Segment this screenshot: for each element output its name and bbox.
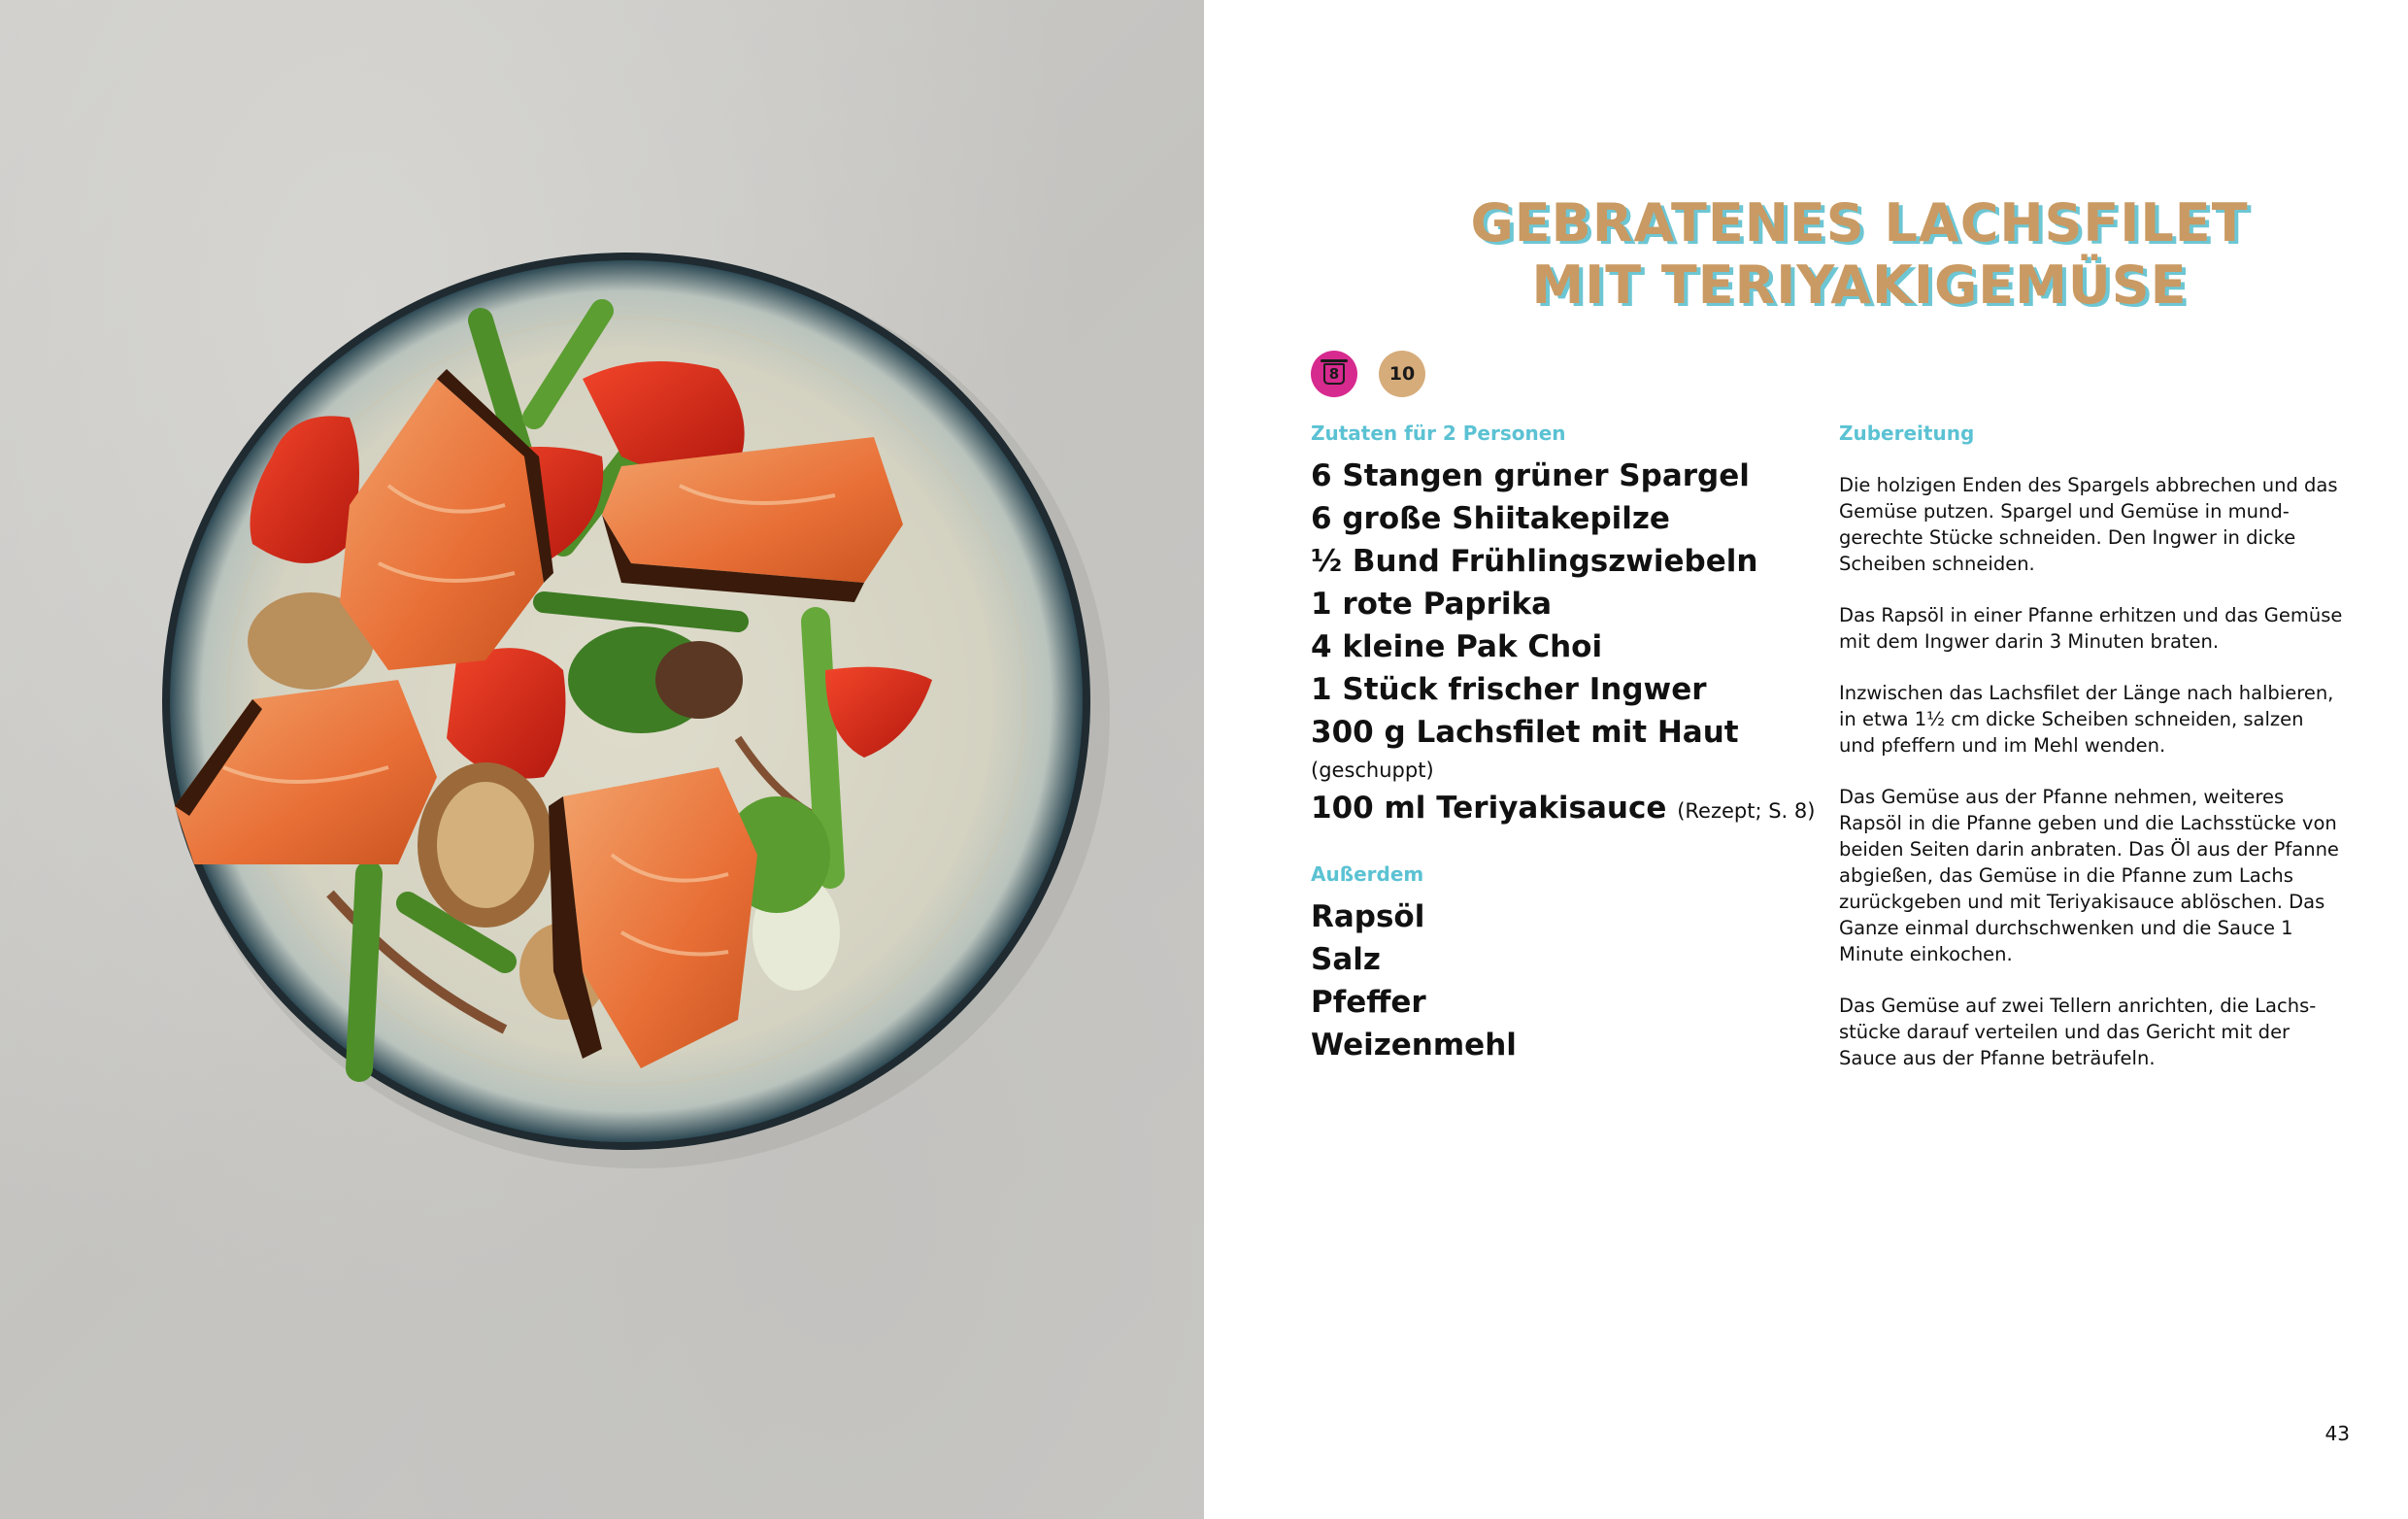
ingredient-note: (Rezept; S. 8) <box>1677 799 1816 823</box>
method-steps <box>1839 472 2344 1097</box>
method-heading: Zubereitung <box>1839 422 1975 445</box>
recipe-title-line-2: MIT TERIYAKIGEMÜSE <box>1531 254 2188 316</box>
ingredient-item: 4 kleine Pak Choi <box>1311 629 1603 664</box>
ingredient-item: 1 rote Paprika <box>1311 587 1553 622</box>
pot-number: 8 <box>1323 363 1345 385</box>
ingredient-item: 300 g Lachsfilet mit Haut <box>1311 715 1739 750</box>
extras-list <box>1311 895 1816 1066</box>
ingredients-heading: Zutaten für 2 Personen <box>1311 422 1566 445</box>
method-step: Das Rapsöl in einer Pfanne erhitzen und das Gemüse mit dem Ingwer darin 3 Minuten braten. <box>1839 604 2343 653</box>
ingredient-item <box>1311 787 1816 832</box>
page-number: 43 <box>2324 1422 2350 1445</box>
extras-heading: Außerdem <box>1311 862 1424 886</box>
method-step: Inzwischen das Lachsfilet der Länge nach halbieren, in etwa 1½ cm dicke Scheiben schneiden, salzen und pfeffern und im Mehl wenden. <box>1839 682 2334 757</box>
pot-icon <box>1311 351 1357 397</box>
extra-item: Salz <box>1311 942 1381 977</box>
ingredient-item: 1 Stück frischer Ingwer <box>1311 672 1707 707</box>
extra-item: Weizenmehl <box>1311 1028 1517 1063</box>
recipe-title-line-1: GEBRATENES LACHSFILET <box>1470 192 2249 253</box>
ingredient-item: 6 Stangen grüner Spargel <box>1311 458 1750 493</box>
ingredient-name: 100 ml Teriyakisauce <box>1311 791 1667 826</box>
time-badge: 10 <box>1379 351 1425 397</box>
ingredient-item: ½ Bund Frühlingszwiebeln <box>1311 544 1758 579</box>
recipe-page <box>1204 0 2408 1519</box>
method-step: Das Gemüse aus der Pfanne nehmen, weiteres Rapsöl in die Pfanne geben und die Lachsstücke von beiden Seiten darin anbraten. Das Öl aus der Pfanne abgießen, das Gemüse in die Pfanne zum Lachs zurückgeben und mit Teriyakisauce ablöschen. Das Ganze einmal durchschwenken und die Sauce 1 Minute einkochen. <box>1839 786 2339 965</box>
ingredient-item: 6 große Shiitakepilze <box>1311 501 1670 536</box>
extra-item: Rapsöl <box>1311 899 1425 934</box>
method-step: Die holzigen Enden des Spargels abbrechen und das Gemüse putzen. Spargel und Gemüse in mundgerechte Stücke schneiden. Den Ingwer in dicke Scheiben schneiden. <box>1839 474 2338 575</box>
pot-lid <box>1321 359 1348 362</box>
ingredients-list <box>1311 455 1816 832</box>
extra-item: Pfeffer <box>1311 985 1426 1020</box>
ingredient-note: (geschuppt) <box>1311 759 1434 782</box>
method-step: Das Gemüse auf zwei Tellern anrichten, die Lachsstücke darauf verteilen und das Gericht mit der Sauce aus der Pfanne beträufeln. <box>1839 995 2317 1069</box>
